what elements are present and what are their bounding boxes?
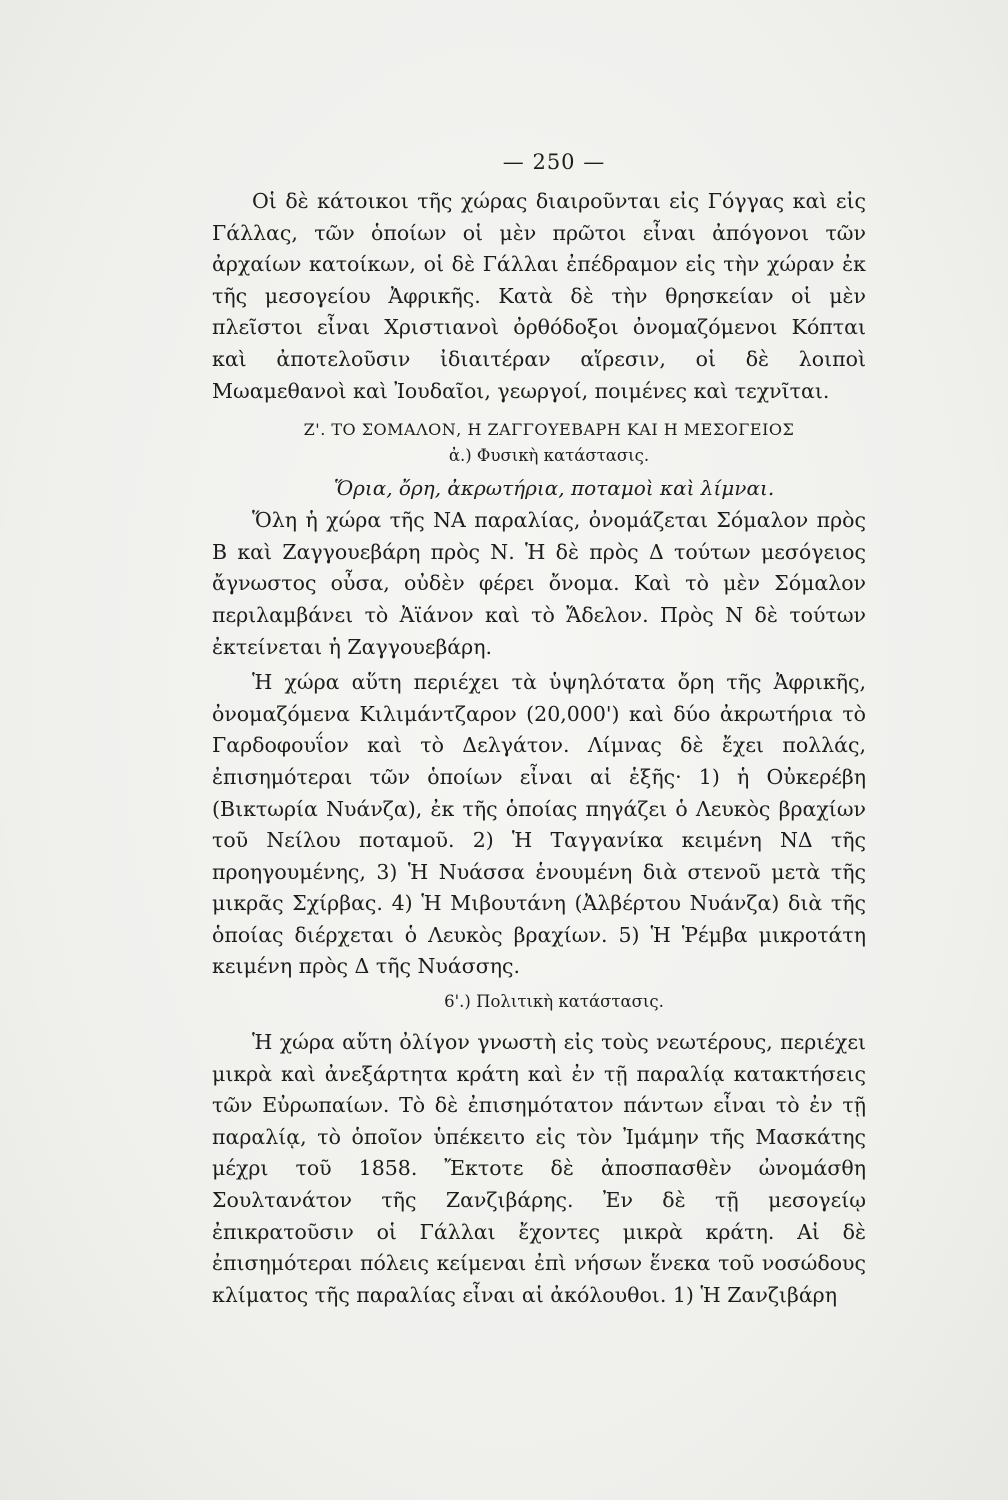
page-content [212,150,866,1311]
page-number: — 250 — [502,150,606,174]
paragraph-political: Ἡ χώρα αὕτη ὀλίγον γνωστὴ εἰς τοὺς νεωτέρους, περιέχει μικρὰ καὶ ἀνεξάρτητα κράτη καὶ ἐν τῇ παραλίᾳ κατακτήσεις τῶν Εὐρωπαίων. Τὸ δὲ ἐπισημότατον πάντων εἶναι τὸ ἐν τῇ παραλίᾳ, τὸ ὁποῖον ὑπέκειτο εἰς τὸν Ἰμάμην τῆς Μασκάτης μέχρι τοῦ 1858. Ἔκτοτε δὲ ἀποσπασθὲν ὠνομάσθη Σουλτανάτον τῆς Ζανζιβάρης. Ἐν δὲ τῇ μεσογείῳ ἐπικρατοῦσιν οἱ Γάλλαι ἔχοντες μικρὰ κράτη. Αἱ δὲ ἐπισημότεραι πόλεις κείμεναι ἐπὶ νήσων ἕνεκα τοῦ νοσώδους κλίματος τῆς παραλίας εἶναι αἱ ἀκόλουθοι. 1) Ἡ Ζανζιβάρη [212,1030,866,1307]
section-title: Ζ'. ΤΟ ΣΟΜΑΛΟΝ, Η ΖΑΓΓΟΥΕΒΑΡΗ ΚΑΙ Η ΜΕΣΟΓΕΙΟΣ [303,420,795,440]
sub-heading-political-state: 6'.) Πολιτικὴ κατάστασις. [444,992,664,1012]
italic-heading-borders: Ὅρια, ὄρη, ἀκρωτήρια, ποταμοὶ καὶ λίμναι. [333,476,775,501]
paragraph-region: Ὅλη ἡ χώρα τῆς ΝΑ παραλίας, ὀνομάζεται Σόμαλον πρὸς Β καὶ Ζαγγουεβάρη πρὸς Ν. Ἡ δὲ πρὸς Δ τούτων μεσόγειος ἄγνωστος οὖσα, οὐδὲν φέρει ὄνομα. Καὶ τὸ μὲν Σόμαλον περιλαμβάνει τὸ Ἀϊάνον καὶ τὸ Ἄδελον. Πρὸς Ν δὲ τούτων ἐκτείνεται ἡ Ζαγγουεβάρη. [212,508,866,659]
sub-heading-physical-state: ἀ.) Φυσικὴ κατάστασις. [448,446,650,466]
paragraph-mountains-lakes: Ἡ χώρα αὕτη περιέχει τὰ ὑψηλότατα ὄρη τῆς Ἀφρικῆς, ὀνομαζόμενα Κιλιμάντζαρον (20,000') καὶ δύο ἀκρωτήρια τὸ Γαρδοφουΐον καὶ τὸ Δελγάτον. Λίμνας δὲ ἔχει πολλάς, ἐπισημότεραι τῶν ὁποίων εἶναι αἱ ἑξῆς· 1) ἡ Οὐκερέβη (Βικτωρία Νυάνζα), ἐκ τῆς ὁποίας πηγάζει ὁ Λευκὸς βραχίων τοῦ Νείλου ποταμοῦ. 2) Ἡ Ταγγανίκα κειμένη ΝΔ τῆς προηγουμένης, 3) Ἡ Νυάσσα ἑνουμένη διὰ στενοῦ μετὰ τῆς μικρᾶς Σχίρβας. 4) Ἡ Μιβουτάνη (Ἀλβέρτου Νυάνζα) διὰ τῆς ὁποίας διέρχεται ὁ Λευκὸς βραχίων. 5) Ἡ Ῥέμβα μικροτάτη κειμένη πρὸς Δ τῆς Νυάσσης. [212,670,866,979]
paragraph-inhabitants: Οἱ δὲ κάτοικοι τῆς χώρας διαιροῦνται εἰς Γόγγας καὶ εἰς Γάλλας, τῶν ὁποίων οἱ μὲν πρῶτοι εἶναι ἀπόγονοι τῶν ἀρχαίων κατοίκων, οἱ δὲ Γάλλαι ἐπέδραμον εἰς τὴν χώραν ἐκ τῆς μεσογείου Ἀφρικῆς. Κατὰ δὲ τὴν θρησκείαν οἱ μὲν πλεῖστοι εἶναι Χριστιανοὶ ὀρθόδοξοι ὀνομαζόμενοι Κόπται καὶ ἀποτελοῦσιν ἰδιαιτέραν αἵρεσιν, οἱ δὲ λοιποὶ Μωαμεθανοὶ καὶ Ἰουδαῖοι, γεωργοί, ποιμένες καὶ τεχνῖται. [212,189,866,403]
